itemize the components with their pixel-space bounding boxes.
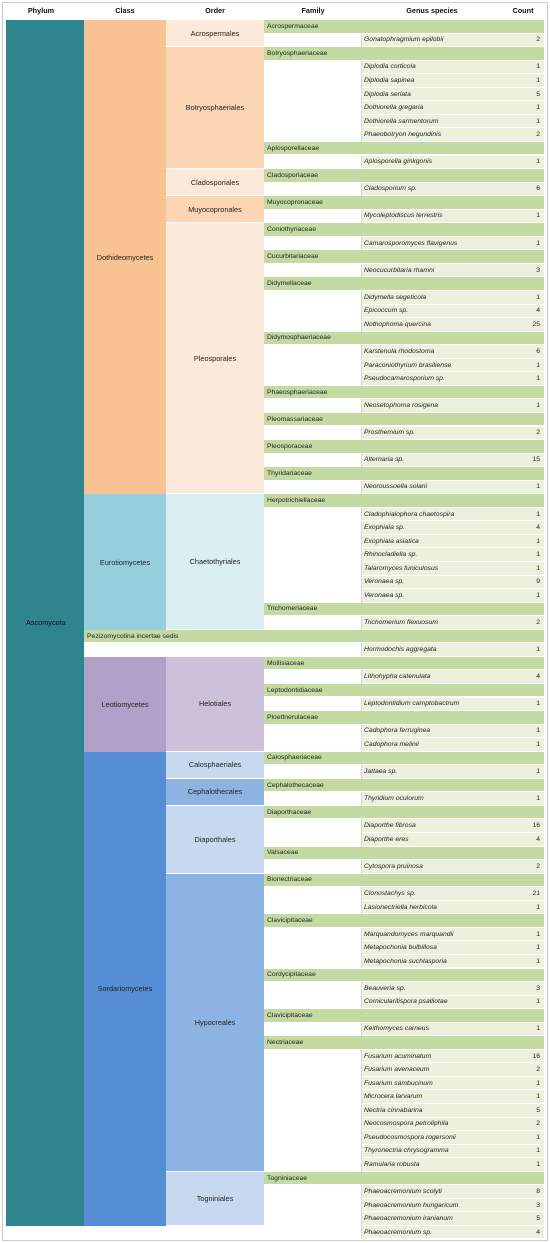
family-blank-cell xyxy=(264,210,362,224)
genus-species-cell: Alternaria sp. xyxy=(362,454,502,468)
family-blank-cell xyxy=(264,508,362,522)
header-class: Class xyxy=(115,5,135,15)
genus-species-cell: Diplodia seriata xyxy=(362,88,502,102)
family-cell: Clavicipitaceae xyxy=(264,914,544,928)
count-cell: 1 xyxy=(502,115,544,129)
family-cell: Cephalothecaceae xyxy=(264,779,544,793)
family-blank-cell xyxy=(264,481,362,495)
genus-species-cell: Phaeoacremonium hungaricum xyxy=(362,1199,502,1213)
count-cell: 3 xyxy=(502,982,544,996)
family-blank-cell xyxy=(264,1158,362,1172)
genus-species-cell: Trichomerium flexuosum xyxy=(362,616,502,630)
class-cell: Sordariomycetes xyxy=(84,752,166,1226)
genus-species-cell: Prosthemium sp. xyxy=(362,427,502,441)
header-phylum: Phylum xyxy=(27,5,55,15)
count-cell: 1 xyxy=(502,399,544,413)
family-blank-cell xyxy=(264,589,362,603)
family-blank-cell xyxy=(264,833,362,847)
family-blank-cell xyxy=(264,237,362,251)
order-cell: Diaporthales xyxy=(166,806,264,874)
order-cell: Acrospermales xyxy=(166,20,264,47)
family-blank-cell xyxy=(264,1131,362,1145)
family-blank-cell xyxy=(264,88,362,102)
family-blank-cell xyxy=(264,901,362,915)
genus-species-cell: Exophiala sp. xyxy=(362,521,502,535)
family-blank-cell xyxy=(264,359,362,373)
count-cell: 3 xyxy=(502,264,544,278)
family-cell: Aplosporellaceae xyxy=(264,142,544,156)
count-cell: 1 xyxy=(502,955,544,969)
genus-species-cell: Rhinocladiella sp. xyxy=(362,548,502,562)
genus-species-cell: Cadophora ferruginea xyxy=(362,725,502,739)
family-blank-cell xyxy=(264,616,362,630)
genus-species-cell: Camarosporomyces flavigenus xyxy=(362,237,502,251)
phylum-cell: Ascomycota xyxy=(6,20,84,1226)
genus-species-cell: Pseudocosmospora rogersonii xyxy=(362,1131,502,1145)
genus-species-cell: Phaeoacremonium iranianum xyxy=(362,1212,502,1226)
genus-species-cell: Keithomyces carneus xyxy=(362,1023,502,1037)
genus-species-cell: Diaporthe fibrosa xyxy=(362,819,502,833)
family-blank-cell xyxy=(264,996,362,1010)
family-cell: Botryosphaeriaceae xyxy=(264,47,544,61)
family-blank-cell xyxy=(264,1185,362,1199)
family-blank-cell xyxy=(264,61,362,75)
genus-species-cell: Neosetophoma rosigena xyxy=(362,399,502,413)
genus-species-cell: Beauveria sp. xyxy=(362,982,502,996)
genus-species-cell: Cadophora melinii xyxy=(362,738,502,752)
family-cell: Pleosporaceae xyxy=(264,440,544,454)
order-cell: Calosphaeriales xyxy=(166,752,264,779)
family-blank-cell xyxy=(264,819,362,833)
family-cell: Clavicipitaceae xyxy=(264,1009,544,1023)
count-cell: 1 xyxy=(502,928,544,942)
count-cell: 4 xyxy=(502,521,544,535)
count-cell: 1 xyxy=(502,210,544,224)
count-cell: 1 xyxy=(502,1131,544,1145)
genus-species-cell: Cladosporium sp. xyxy=(362,183,502,197)
genus-species-cell: Fusarium avenaceum xyxy=(362,1063,502,1077)
family-cell: Calosphaeriaceae xyxy=(264,752,544,766)
family-blank-cell xyxy=(264,670,362,684)
count-cell: 1 xyxy=(502,589,544,603)
count-cell: 1 xyxy=(502,481,544,495)
genus-species-cell: Fusarium acuminatum xyxy=(362,1050,502,1064)
count-cell: 5 xyxy=(502,88,544,102)
family-cell: Leptodontidiaceae xyxy=(264,684,544,698)
family-blank-cell xyxy=(264,1023,362,1037)
family-cell: Valsaceae xyxy=(264,847,544,861)
count-cell: 1 xyxy=(502,156,544,170)
genus-species-cell: Metapochonia bulbillosa xyxy=(362,941,502,955)
family-blank-cell xyxy=(264,725,362,739)
order-cell: Botryosphaeriales xyxy=(166,47,264,169)
family-blank-cell xyxy=(264,738,362,752)
family-blank-cell xyxy=(264,1050,362,1064)
family-blank-cell xyxy=(264,183,362,197)
family-blank-cell xyxy=(264,1226,362,1240)
family-cell: Cordycipitaceae xyxy=(264,969,544,983)
family-blank-cell xyxy=(264,427,362,441)
genus-species-cell: Lasionectriella herbicola xyxy=(362,901,502,915)
count-cell: 1 xyxy=(502,535,544,549)
class-cell: Leotiomycetes xyxy=(84,657,166,752)
count-cell: 1 xyxy=(502,941,544,955)
family-cell: Phaeosphaeriaceae xyxy=(264,386,544,400)
genus-species-cell: Phaeobotryon negundinis xyxy=(362,128,502,142)
genus-species-cell: Veronaea sp. xyxy=(362,589,502,603)
count-cell: 4 xyxy=(502,833,544,847)
order-cell: Togniniales xyxy=(166,1172,264,1226)
genus-species-cell: Talaromyces funiculosus xyxy=(362,562,502,576)
order-cell: Cladosporiales xyxy=(166,169,264,196)
genus-species-cell: Leptodontidium camptobactrum xyxy=(362,698,502,712)
genus-species-cell: Microcera larvarum xyxy=(362,1090,502,1104)
count-cell: 1 xyxy=(502,548,544,562)
genus-species-cell: Phaeoacremonium sp. xyxy=(362,1226,502,1240)
count-cell: 4 xyxy=(502,670,544,684)
genus-species-cell: Lithohypha catenulata xyxy=(362,670,502,684)
genus-species-cell: Jattaea sp. xyxy=(362,765,502,779)
family-cell: Mollisiaceae xyxy=(264,657,544,671)
count-cell: 1 xyxy=(502,562,544,576)
count-cell: 3 xyxy=(502,1199,544,1213)
family-cell: Muyocopronaceae xyxy=(264,196,544,210)
genus-species-cell: Fusarium sambucinum xyxy=(362,1077,502,1091)
genus-species-cell: Thyronectria chrysogramma xyxy=(362,1145,502,1159)
family-blank-cell xyxy=(264,454,362,468)
family-cell: Togniniaceae xyxy=(264,1172,544,1186)
family-blank-cell xyxy=(264,548,362,562)
count-cell: 2 xyxy=(502,128,544,142)
family-cell: Pleomassariaceae xyxy=(264,413,544,427)
count-cell: 8 xyxy=(502,1185,544,1199)
genus-species-cell: Aplosporella ginkgonis xyxy=(362,156,502,170)
count-cell: 1 xyxy=(502,74,544,88)
genus-species-cell: Ramularia robusta xyxy=(362,1158,502,1172)
genus-species-cell: Hormodochis aggregata xyxy=(362,643,502,657)
count-cell: 1 xyxy=(502,508,544,522)
family-blank-cell xyxy=(264,1118,362,1132)
count-cell: 2 xyxy=(502,1063,544,1077)
family-blank-cell xyxy=(264,156,362,170)
genus-species-cell: Exophiala asiatica xyxy=(362,535,502,549)
count-cell: 1 xyxy=(502,1090,544,1104)
family-cell: Thyridariaceae xyxy=(264,467,544,481)
family-blank-cell xyxy=(264,1212,362,1226)
order-cell: Muyocopronales xyxy=(166,196,264,223)
count-cell: 2 xyxy=(502,616,544,630)
count-cell: 5 xyxy=(502,1104,544,1118)
count-cell: 15 xyxy=(502,454,544,468)
order-cell: Helotiales xyxy=(166,657,264,752)
class-cell: Dothideomycetes xyxy=(84,20,166,494)
genus-species-cell: Marquandomyces marquandii xyxy=(362,928,502,942)
count-cell: 1 xyxy=(502,1145,544,1159)
genus-species-cell: Nothophoma quercina xyxy=(362,318,502,332)
count-cell: 1 xyxy=(502,698,544,712)
genus-species-cell: Diplodia corticola xyxy=(362,61,502,75)
genus-species-cell: Mycoleptodiscus terrestris xyxy=(362,210,502,224)
family-blank-cell xyxy=(264,115,362,129)
family-blank-cell xyxy=(264,941,362,955)
family-blank-cell xyxy=(264,128,362,142)
family-blank-cell xyxy=(264,698,362,712)
family-cell: Trichomeriaceae xyxy=(264,603,544,617)
order-cell: Cephalothecales xyxy=(166,779,264,806)
count-cell: 16 xyxy=(502,819,544,833)
family-blank-cell xyxy=(264,982,362,996)
family-cell: Herpotrichiellaceae xyxy=(264,494,544,508)
order-cell: Chaetothyriales xyxy=(166,494,264,630)
count-cell: 1 xyxy=(502,792,544,806)
family-blank-cell xyxy=(84,643,362,657)
family-cell: Acrospermaceae xyxy=(264,20,544,34)
family-cell: Cucurbitariaceae xyxy=(264,250,544,264)
family-cell: Cladosporiaceae xyxy=(264,169,544,183)
count-cell: 2 xyxy=(502,860,544,874)
family-blank-cell xyxy=(264,318,362,332)
family-blank-cell xyxy=(264,562,362,576)
count-cell: 1 xyxy=(502,738,544,752)
family-blank-cell xyxy=(264,1199,362,1213)
family-cell: Bionectriaceae xyxy=(264,874,544,888)
genus-species-cell: Diaporthe eres xyxy=(362,833,502,847)
family-cell: Ploettnerulaceae xyxy=(264,711,544,725)
family-blank-cell xyxy=(264,1063,362,1077)
genus-species-cell: Diplodia sapinea xyxy=(362,74,502,88)
family-cell: Coniothyriaceae xyxy=(264,223,544,237)
family-blank-cell xyxy=(264,887,362,901)
count-cell: 4 xyxy=(502,1226,544,1240)
count-cell: 6 xyxy=(502,345,544,359)
genus-species-cell: Veronaea sp. xyxy=(362,576,502,590)
count-cell: 16 xyxy=(502,1050,544,1064)
family-cell: Didymellaceae xyxy=(264,277,544,291)
genus-species-cell: Clonostachys sp. xyxy=(362,887,502,901)
family-blank-cell xyxy=(264,399,362,413)
genus-species-cell: Phaeoacremonium scolyti xyxy=(362,1185,502,1199)
family-blank-cell xyxy=(264,576,362,590)
family-blank-cell xyxy=(264,34,362,48)
family-blank-cell xyxy=(264,291,362,305)
genus-species-cell: Dothiorella sarmentorum xyxy=(362,115,502,129)
genus-species-cell: Nectria cinnabarina xyxy=(362,1104,502,1118)
genus-species-cell: Dothiorella gregaria xyxy=(362,101,502,115)
order-cell: Hypocreales xyxy=(166,874,264,1172)
count-cell: 1 xyxy=(502,61,544,75)
family-blank-cell xyxy=(264,860,362,874)
family-blank-cell xyxy=(264,372,362,386)
family-cell: Nectriaceae xyxy=(264,1036,544,1050)
genus-species-cell: Didymella segeticola xyxy=(362,291,502,305)
family-blank-cell xyxy=(264,928,362,942)
family-blank-cell xyxy=(264,792,362,806)
count-cell: 21 xyxy=(502,887,544,901)
family-blank-cell xyxy=(264,264,362,278)
count-cell: 1 xyxy=(502,291,544,305)
count-cell: 25 xyxy=(502,318,544,332)
header-genus-species: Genus species xyxy=(406,5,458,15)
count-cell: 9 xyxy=(502,576,544,590)
genus-species-cell: Paraconiothyrium brasiliense xyxy=(362,359,502,373)
family-blank-cell xyxy=(264,1090,362,1104)
count-cell: 2 xyxy=(502,1118,544,1132)
family-blank-cell xyxy=(264,101,362,115)
genus-species-cell: Neocosmospora petroliphila xyxy=(362,1118,502,1132)
family-blank-cell xyxy=(264,1077,362,1091)
count-cell: 1 xyxy=(502,372,544,386)
count-cell: 1 xyxy=(502,765,544,779)
count-cell: 1 xyxy=(502,643,544,657)
family-blank-cell xyxy=(264,535,362,549)
genus-species-cell: Cytospora pruinosa xyxy=(362,860,502,874)
order-cell: Pleosporales xyxy=(166,223,264,494)
genus-species-cell: Neocucurbitaria rhamni xyxy=(362,264,502,278)
genus-species-cell: Metapochonia suchlasporia xyxy=(362,955,502,969)
count-cell: 5 xyxy=(502,1212,544,1226)
family-blank-cell xyxy=(264,955,362,969)
count-cell: 1 xyxy=(502,359,544,373)
family-cell: Didymosphaeriaceae xyxy=(264,332,544,346)
class-cell: Eurotiomycetes xyxy=(84,494,166,630)
genus-species-cell: Cornicularitispora psalliotae xyxy=(362,996,502,1010)
header-family: Family xyxy=(301,5,325,15)
family-blank-cell xyxy=(264,74,362,88)
count-cell: 2 xyxy=(502,427,544,441)
count-cell: 1 xyxy=(502,725,544,739)
genus-species-cell: Neoroussoella solani xyxy=(362,481,502,495)
family-blank-cell xyxy=(264,1104,362,1118)
genus-species-cell: Gonatophragmium epilobii xyxy=(362,34,502,48)
family-blank-cell xyxy=(264,521,362,535)
count-cell: 1 xyxy=(502,1077,544,1091)
count-cell: 1 xyxy=(502,101,544,115)
header-count: Count xyxy=(512,5,534,15)
count-cell: 1 xyxy=(502,901,544,915)
family-blank-cell xyxy=(264,765,362,779)
genus-species-cell: Epicoccum sp. xyxy=(362,305,502,319)
genus-species-cell: Thyridium oculorum xyxy=(362,792,502,806)
incertae-sedis-row: Pezizomycotina incertae sedis xyxy=(84,630,544,644)
count-cell: 6 xyxy=(502,183,544,197)
family-cell: Diaporthaceae xyxy=(264,806,544,820)
count-cell: 1 xyxy=(502,1158,544,1172)
count-cell: 1 xyxy=(502,996,544,1010)
count-cell: 1 xyxy=(502,1023,544,1037)
count-cell: 4 xyxy=(502,305,544,319)
count-cell: 1 xyxy=(502,237,544,251)
genus-species-cell: Cladophialophora chaetospira xyxy=(362,508,502,522)
header-order: Order xyxy=(205,5,225,15)
family-blank-cell xyxy=(264,305,362,319)
genus-species-cell: Pseudocamarosporium sp. xyxy=(362,372,502,386)
count-cell: 2 xyxy=(502,34,544,48)
family-blank-cell xyxy=(264,1145,362,1159)
family-blank-cell xyxy=(264,345,362,359)
genus-species-cell: Karstenula rhodostoma xyxy=(362,345,502,359)
